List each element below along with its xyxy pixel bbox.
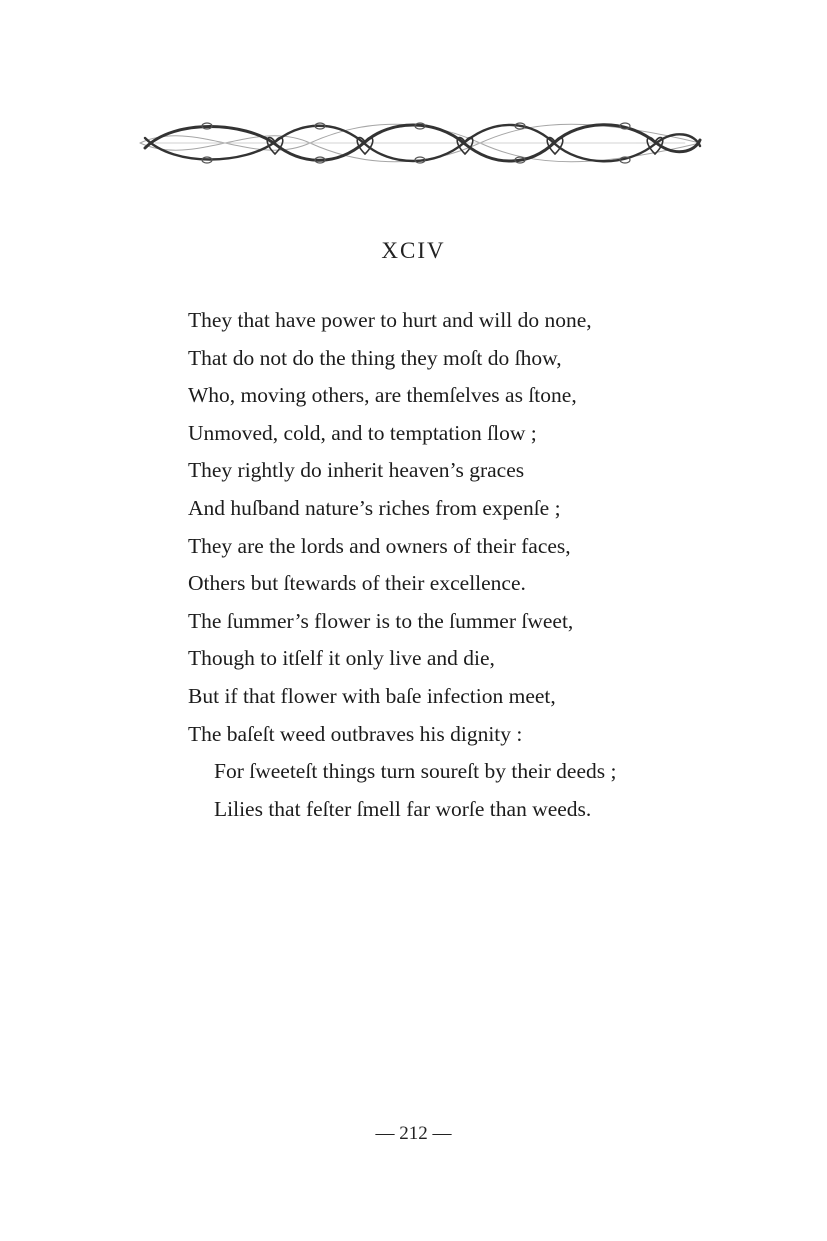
poem-line-3: Who, moving others, are themſelves as ſtone, — [188, 383, 577, 408]
poem-line-9: The ſummer’s flower is to the ſummer ſweet, — [188, 608, 574, 633]
poem-line-2: That do not do the thing they moſt do ſhow, — [188, 345, 562, 370]
poem-line-12: The baſeſt weed outbraves his dignity : — [188, 721, 523, 746]
poem-line-8: Others but ſtewards of their excellence. — [188, 571, 526, 596]
poem-line-5: They rightly do inherit heaven’s graces — [188, 458, 525, 483]
sonnet-text — [188, 302, 788, 828]
poem-line-1: They that have power to hurt and will do none, — [188, 308, 592, 332]
poem-line-7: They are the lords and owners of their faces, — [188, 533, 571, 558]
sonnet-number-heading: XCIV — [381, 238, 446, 263]
scroll-flourish-ornament-icon — [135, 112, 705, 174]
poem-line-11: But if that flower with baſe infection meet, — [188, 683, 556, 708]
poem-line-6: And huſband nature’s riches from expenſe ; — [188, 495, 561, 520]
poem-couplet-line-14: Lilies that feſter ſmell far worſe than weeds. — [214, 796, 592, 821]
poem-couplet-line-13: For ſweeteſt things turn soureſt by their deeds ; — [214, 759, 617, 784]
page-number: — 212 — — [375, 1123, 452, 1144]
poem-line-10: Though to itſelf it only live and die, — [188, 646, 495, 671]
poem-line-4: Unmoved, cold, and to temptation ſlow ; — [188, 420, 537, 445]
